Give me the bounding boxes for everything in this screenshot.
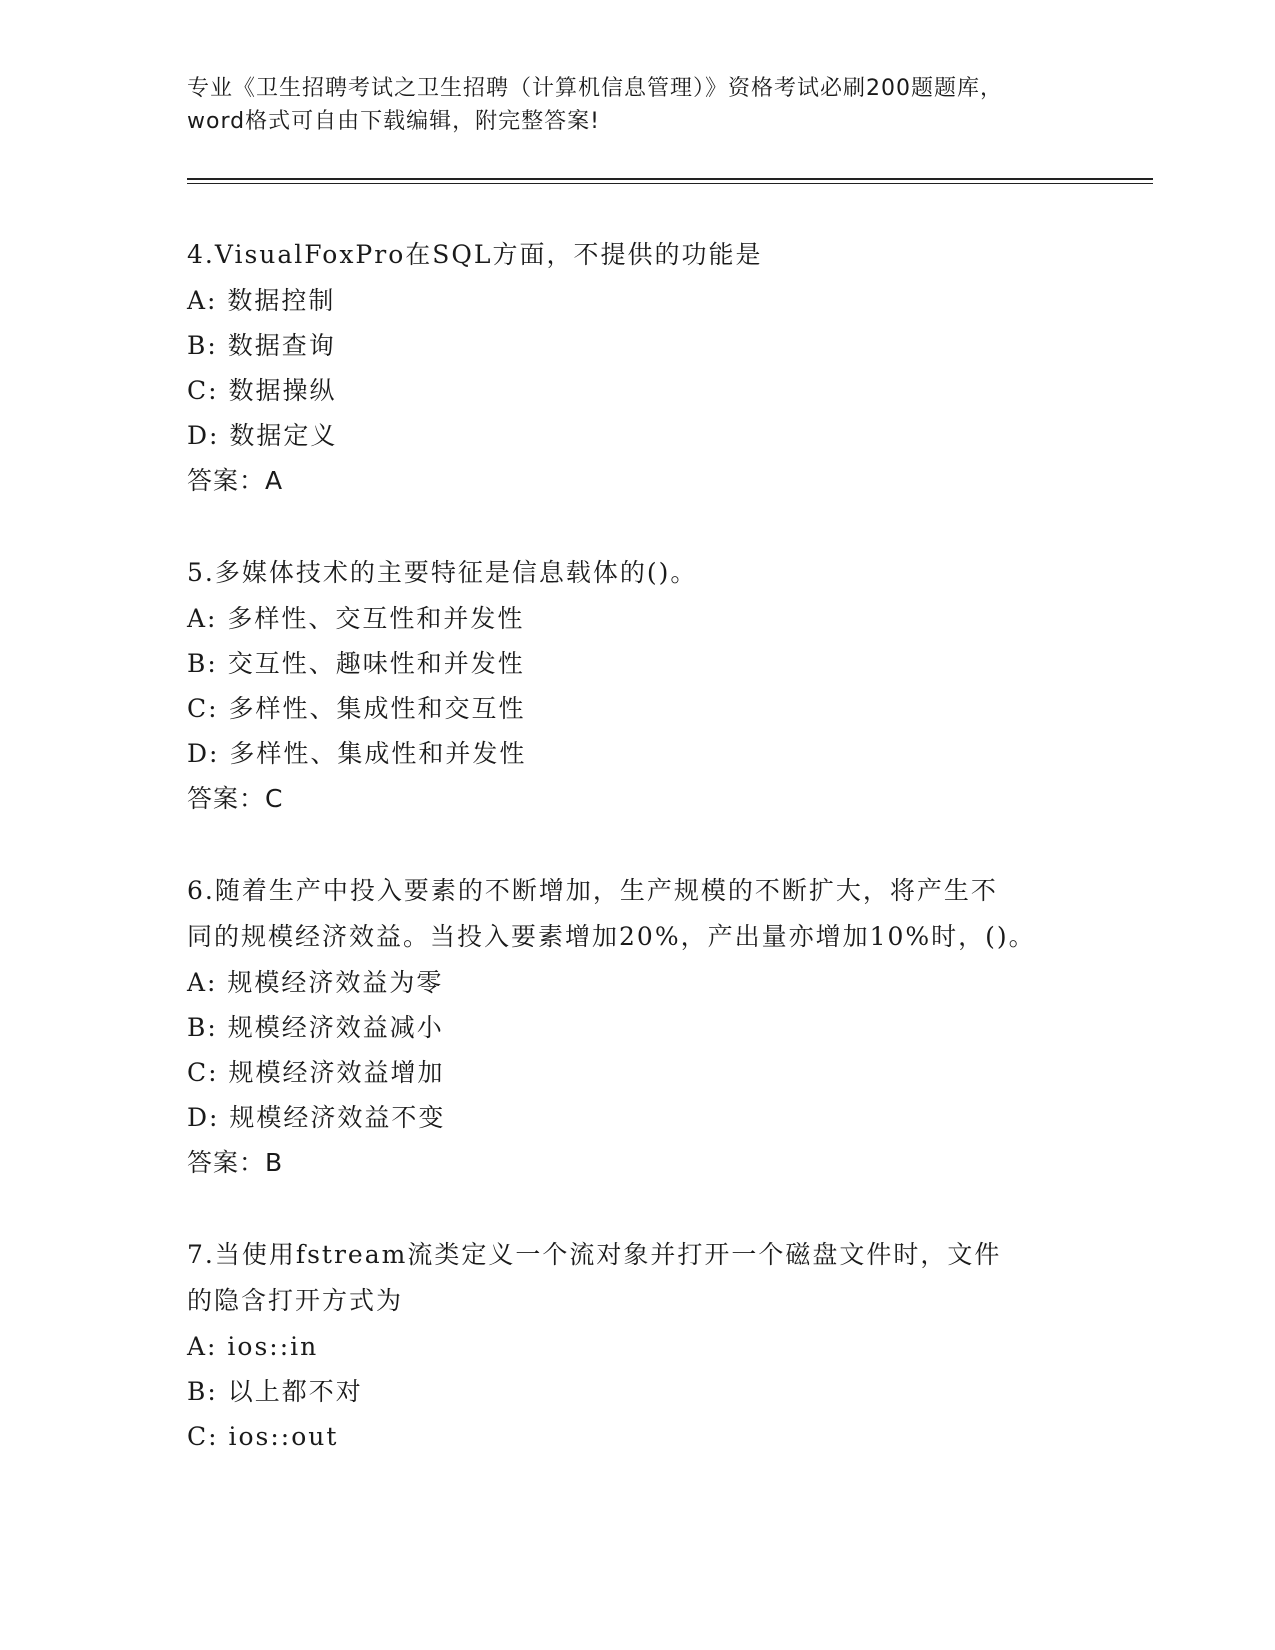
option-d: D: 数据定义 bbox=[187, 421, 338, 450]
header-divider-thin bbox=[187, 183, 1153, 184]
question-stem: 5.多媒体技术的主要特征是信息载体的()。 bbox=[187, 558, 698, 587]
option-c: C: 规模经济效益增加 bbox=[187, 1058, 445, 1087]
option-d: D: 规模经济效益不变 bbox=[187, 1103, 446, 1132]
question-6 bbox=[187, 868, 1087, 1186]
answer: 答案：C bbox=[187, 784, 284, 813]
option-b: B: 规模经济效益减小 bbox=[187, 1013, 444, 1042]
option-a: A: ios::in bbox=[187, 1332, 319, 1361]
question-4 bbox=[187, 232, 1087, 504]
question-list bbox=[187, 232, 1087, 1505]
question-stem-line-1: 7.当使用fstream流类定义一个流对象并打开一个磁盘文件时，文件 bbox=[187, 1240, 1002, 1269]
header-divider-thick bbox=[187, 178, 1153, 180]
option-a: A: 数据控制 bbox=[187, 286, 336, 315]
option-a: A: 多样性、交互性和并发性 bbox=[187, 604, 525, 633]
option-b: B: 数据查询 bbox=[187, 331, 336, 360]
document-header bbox=[187, 72, 1087, 138]
option-c: C: 数据操纵 bbox=[187, 376, 337, 405]
question-5 bbox=[187, 550, 1087, 822]
option-c: C: 多样性、集成性和交互性 bbox=[187, 694, 526, 723]
question-stem: 4.VisualFoxPro在SQL方面，不提供的功能是 bbox=[187, 240, 763, 269]
answer: 答案：B bbox=[187, 1148, 284, 1177]
option-d: D: 多样性、集成性和并发性 bbox=[187, 739, 527, 768]
header-line-2: word格式可自由下载编辑，附完整答案! bbox=[187, 109, 600, 134]
option-c: C: ios::out bbox=[187, 1422, 339, 1451]
question-stem-line-2: 的隐含打开方式为 bbox=[187, 1286, 404, 1315]
option-a: A: 规模经济效益为零 bbox=[187, 968, 444, 997]
option-b: B: 以上都不对 bbox=[187, 1377, 363, 1406]
header-line-1: 专业《卫生招聘考试之卫生招聘（计算机信息管理）》资格考试必刷200题题库， bbox=[187, 76, 1003, 101]
option-b: B: 交互性、趣味性和并发性 bbox=[187, 649, 525, 678]
question-7 bbox=[187, 1232, 1087, 1459]
answer: 答案：A bbox=[187, 466, 284, 495]
question-stem-line-1: 6.随着生产中投入要素的不断增加，生产规模的不断扩大，将产生不 bbox=[187, 876, 998, 905]
question-stem-line-2: 同的规模经济效益。当投入要素增加20%，产出量亦增加10%时，()。 bbox=[187, 922, 1036, 951]
